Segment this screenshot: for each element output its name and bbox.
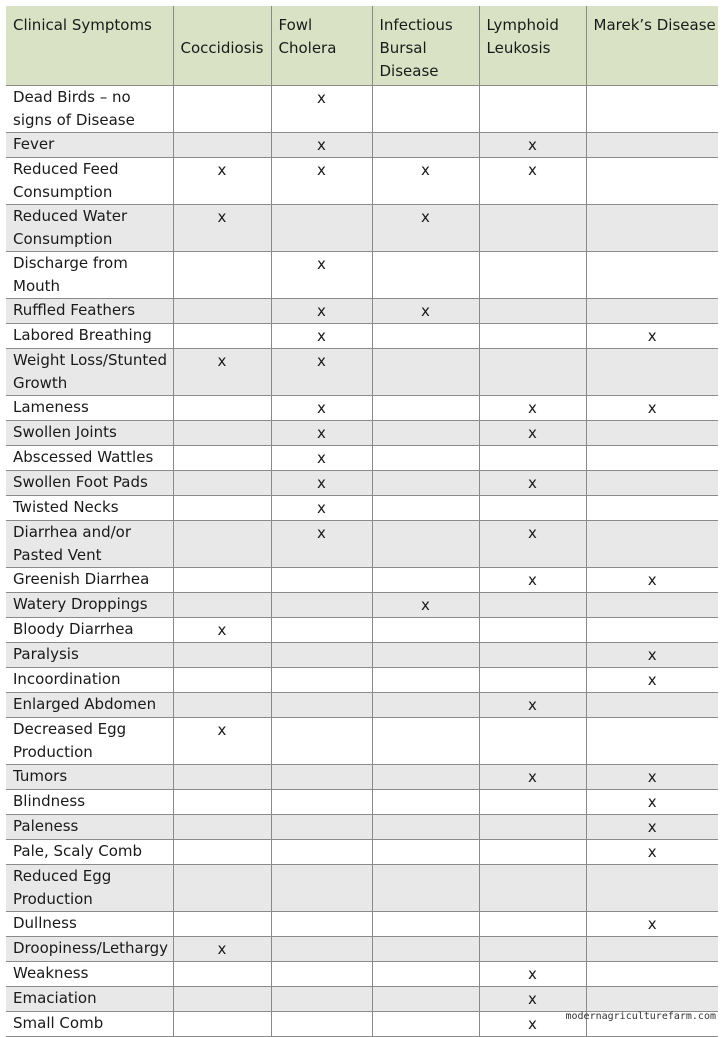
mark-cell <box>173 962 271 987</box>
mark-cell: x <box>173 618 271 643</box>
mark-cell <box>271 815 372 840</box>
mark-cell <box>372 840 479 865</box>
symptom-cell: Fever <box>6 133 173 158</box>
table-row <box>6 937 718 962</box>
table-row <box>6 865 718 912</box>
mark-cell <box>271 668 372 693</box>
mark-cell <box>586 865 718 912</box>
mark-cell: x <box>479 421 586 446</box>
mark-cell <box>173 668 271 693</box>
symptom-cell: Paralysis <box>6 643 173 668</box>
symptom-cell: Weakness <box>6 962 173 987</box>
mark-cell <box>173 421 271 446</box>
mark-cell <box>586 349 718 396</box>
mark-cell <box>372 865 479 912</box>
mark-cell <box>173 471 271 496</box>
symptom-cell: Tumors <box>6 765 173 790</box>
mark-cell: x <box>479 693 586 718</box>
header-row <box>6 6 718 86</box>
table-row <box>6 618 718 643</box>
mark-cell <box>586 133 718 158</box>
mark-cell <box>372 521 479 568</box>
mark-cell <box>173 815 271 840</box>
mark-cell <box>586 937 718 962</box>
mark-cell <box>372 133 479 158</box>
table-row <box>6 133 718 158</box>
symptom-cell: Watery Droppings <box>6 593 173 618</box>
mark-cell: x <box>372 158 479 205</box>
table-row <box>6 396 718 421</box>
mark-cell: x <box>271 158 372 205</box>
mark-cell <box>372 618 479 643</box>
mark-cell <box>479 349 586 396</box>
mark-cell: x <box>586 840 718 865</box>
table-row <box>6 987 718 1012</box>
mark-cell <box>173 987 271 1012</box>
mark-cell <box>479 668 586 693</box>
symptom-cell: Reduced Water Consumption <box>6 205 173 252</box>
table-row <box>6 718 718 765</box>
symptom-cell: Ruffled Feathers <box>6 299 173 324</box>
mark-cell <box>271 643 372 668</box>
mark-cell: x <box>271 421 372 446</box>
mark-cell: x <box>271 496 372 521</box>
mark-cell: x <box>271 133 372 158</box>
mark-cell <box>372 496 479 521</box>
mark-cell: x <box>173 937 271 962</box>
symptom-cell: Bloody Diarrhea <box>6 618 173 643</box>
symptom-cell: Pale, Scaly Comb <box>6 840 173 865</box>
mark-cell <box>173 765 271 790</box>
mark-cell: x <box>372 299 479 324</box>
mark-cell <box>271 568 372 593</box>
table-row <box>6 86 718 133</box>
mark-cell <box>173 299 271 324</box>
symptom-cell: Small Comb <box>6 1012 173 1037</box>
mark-cell <box>372 471 479 496</box>
table-row <box>6 668 718 693</box>
mark-cell <box>479 865 586 912</box>
header-disease-fowl-cholera: Fowl Cholera <box>271 6 372 86</box>
mark-cell <box>479 593 586 618</box>
mark-cell: x <box>372 205 479 252</box>
mark-cell: x <box>586 912 718 937</box>
table-row <box>6 790 718 815</box>
symptom-disease-table <box>6 6 718 1037</box>
mark-cell: x <box>479 521 586 568</box>
mark-cell <box>372 790 479 815</box>
mark-cell: x <box>479 133 586 158</box>
mark-cell: x <box>271 252 372 299</box>
mark-cell <box>271 693 372 718</box>
table-row <box>6 446 718 471</box>
mark-cell <box>173 521 271 568</box>
mark-cell <box>271 790 372 815</box>
mark-cell: x <box>586 568 718 593</box>
symptom-cell: Droopiness/Lethargy <box>6 937 173 962</box>
mark-cell: x <box>271 324 372 349</box>
table-row <box>6 158 718 205</box>
mark-cell <box>479 840 586 865</box>
mark-cell <box>372 252 479 299</box>
mark-cell <box>173 568 271 593</box>
mark-cell <box>372 643 479 668</box>
table-row <box>6 521 718 568</box>
mark-cell: x <box>479 158 586 205</box>
mark-cell: x <box>586 643 718 668</box>
mark-cell <box>372 421 479 446</box>
mark-cell <box>372 568 479 593</box>
mark-cell <box>372 446 479 471</box>
mark-cell <box>372 912 479 937</box>
mark-cell <box>173 133 271 158</box>
mark-cell <box>479 205 586 252</box>
mark-cell <box>173 496 271 521</box>
table-row <box>6 962 718 987</box>
mark-cell <box>479 912 586 937</box>
mark-cell <box>586 496 718 521</box>
mark-cell <box>271 987 372 1012</box>
mark-cell <box>271 962 372 987</box>
mark-cell: x <box>173 718 271 765</box>
mark-cell: x <box>173 349 271 396</box>
mark-cell <box>173 643 271 668</box>
mark-cell <box>173 324 271 349</box>
symptom-table-container <box>6 6 718 1037</box>
table-row <box>6 840 718 865</box>
mark-cell <box>479 643 586 668</box>
mark-cell <box>271 718 372 765</box>
symptom-cell: Lameness <box>6 396 173 421</box>
mark-cell: x <box>271 521 372 568</box>
table-row <box>6 912 718 937</box>
mark-cell <box>479 718 586 765</box>
mark-cell <box>586 471 718 496</box>
mark-cell <box>372 396 479 421</box>
mark-cell <box>586 205 718 252</box>
symptom-cell: Reduced Feed Consumption <box>6 158 173 205</box>
mark-cell <box>271 1012 372 1037</box>
mark-cell <box>271 618 372 643</box>
mark-cell: x <box>586 765 718 790</box>
symptom-cell: Blindness <box>6 790 173 815</box>
mark-cell <box>271 205 372 252</box>
table-row <box>6 765 718 790</box>
mark-cell: x <box>271 471 372 496</box>
mark-cell <box>173 865 271 912</box>
mark-cell <box>372 668 479 693</box>
mark-cell: x <box>586 324 718 349</box>
mark-cell <box>586 299 718 324</box>
table-row <box>6 593 718 618</box>
mark-cell: x <box>173 205 271 252</box>
mark-cell <box>479 324 586 349</box>
symptom-cell: Discharge from Mouth <box>6 252 173 299</box>
mark-cell: x <box>479 568 586 593</box>
mark-cell <box>586 987 718 1012</box>
mark-cell <box>372 962 479 987</box>
mark-cell <box>586 158 718 205</box>
table-row <box>6 421 718 446</box>
symptom-cell: Swollen Foot Pads <box>6 471 173 496</box>
mark-cell <box>173 593 271 618</box>
mark-cell <box>586 962 718 987</box>
mark-cell <box>372 324 479 349</box>
mark-cell <box>479 815 586 840</box>
mark-cell: x <box>271 299 372 324</box>
table-row <box>6 205 718 252</box>
mark-cell <box>271 765 372 790</box>
mark-cell <box>173 912 271 937</box>
mark-cell <box>173 446 271 471</box>
header-clinical-symptoms: Clinical Symptoms <box>6 6 173 86</box>
mark-cell <box>372 937 479 962</box>
mark-cell <box>586 718 718 765</box>
table-row <box>6 643 718 668</box>
mark-cell: x <box>586 790 718 815</box>
mark-cell <box>479 496 586 521</box>
mark-cell <box>173 252 271 299</box>
symptom-cell: Paleness <box>6 815 173 840</box>
mark-cell <box>173 1012 271 1037</box>
mark-cell <box>586 421 718 446</box>
symptom-cell: Dead Birds – no signs of Disease <box>6 86 173 133</box>
symptom-cell: Reduced Egg Production <box>6 865 173 912</box>
mark-cell <box>173 790 271 815</box>
mark-cell: x <box>586 815 718 840</box>
mark-cell <box>372 718 479 765</box>
mark-cell: x <box>271 396 372 421</box>
symptom-cell: Swollen Joints <box>6 421 173 446</box>
table-row <box>6 299 718 324</box>
symptom-cell: Abscessed Wattles <box>6 446 173 471</box>
mark-cell <box>271 937 372 962</box>
mark-cell <box>271 840 372 865</box>
mark-cell <box>372 693 479 718</box>
header-disease-infectious-bursal: Infectious Bursal Disease <box>372 6 479 86</box>
mark-cell: x <box>479 962 586 987</box>
table-row <box>6 815 718 840</box>
mark-cell: x <box>173 158 271 205</box>
table-row <box>6 568 718 593</box>
mark-cell <box>173 396 271 421</box>
mark-cell <box>372 815 479 840</box>
watermark-text: modernagriculturefarm.com <box>565 1011 716 1022</box>
mark-cell <box>372 987 479 1012</box>
symptom-cell: Diarrhea and/or Pasted Vent <box>6 521 173 568</box>
mark-cell <box>271 865 372 912</box>
table-row <box>6 496 718 521</box>
mark-cell: x <box>372 593 479 618</box>
mark-cell <box>271 912 372 937</box>
table-row <box>6 324 718 349</box>
header-disease-lymphoid-leukosis: Lymphoid Leukosis <box>479 6 586 86</box>
mark-cell: x <box>271 446 372 471</box>
table-row <box>6 349 718 396</box>
table-row <box>6 693 718 718</box>
mark-cell: x <box>479 987 586 1012</box>
mark-cell <box>173 840 271 865</box>
mark-cell <box>372 86 479 133</box>
mark-cell <box>372 765 479 790</box>
mark-cell <box>479 790 586 815</box>
table-row <box>6 471 718 496</box>
symptom-cell: Decreased Egg Production <box>6 718 173 765</box>
mark-cell: x <box>479 471 586 496</box>
mark-cell <box>372 349 479 396</box>
mark-cell <box>586 86 718 133</box>
table-header <box>6 6 718 86</box>
mark-cell: x <box>479 1012 586 1037</box>
header-disease-coccidiosis: Coccidiosis <box>173 6 271 86</box>
symptom-cell: Emaciation <box>6 987 173 1012</box>
symptom-cell: Weight Loss/Stunted Growth <box>6 349 173 396</box>
mark-cell <box>479 86 586 133</box>
mark-cell <box>479 446 586 471</box>
mark-cell <box>586 618 718 643</box>
mark-cell <box>271 593 372 618</box>
mark-cell: x <box>586 668 718 693</box>
symptom-cell: Enlarged Abdomen <box>6 693 173 718</box>
mark-cell <box>586 521 718 568</box>
mark-cell <box>586 593 718 618</box>
table-row <box>6 252 718 299</box>
mark-cell <box>479 618 586 643</box>
mark-cell <box>173 693 271 718</box>
mark-cell <box>173 86 271 133</box>
mark-cell <box>479 937 586 962</box>
symptom-cell: Incoordination <box>6 668 173 693</box>
mark-cell <box>586 252 718 299</box>
mark-cell: x <box>586 396 718 421</box>
mark-cell <box>372 1012 479 1037</box>
mark-cell <box>586 693 718 718</box>
symptom-cell: Dullness <box>6 912 173 937</box>
mark-cell: x <box>271 349 372 396</box>
symptom-cell: Labored Breathing <box>6 324 173 349</box>
mark-cell <box>479 252 586 299</box>
mark-cell: x <box>479 396 586 421</box>
table-body <box>6 86 718 1037</box>
mark-cell <box>586 446 718 471</box>
mark-cell <box>479 299 586 324</box>
symptom-cell: Greenish Diarrhea <box>6 568 173 593</box>
header-disease-mareks: Marek’s Disease <box>586 6 718 86</box>
mark-cell: x <box>271 86 372 133</box>
symptom-cell: Twisted Necks <box>6 496 173 521</box>
mark-cell: x <box>479 765 586 790</box>
